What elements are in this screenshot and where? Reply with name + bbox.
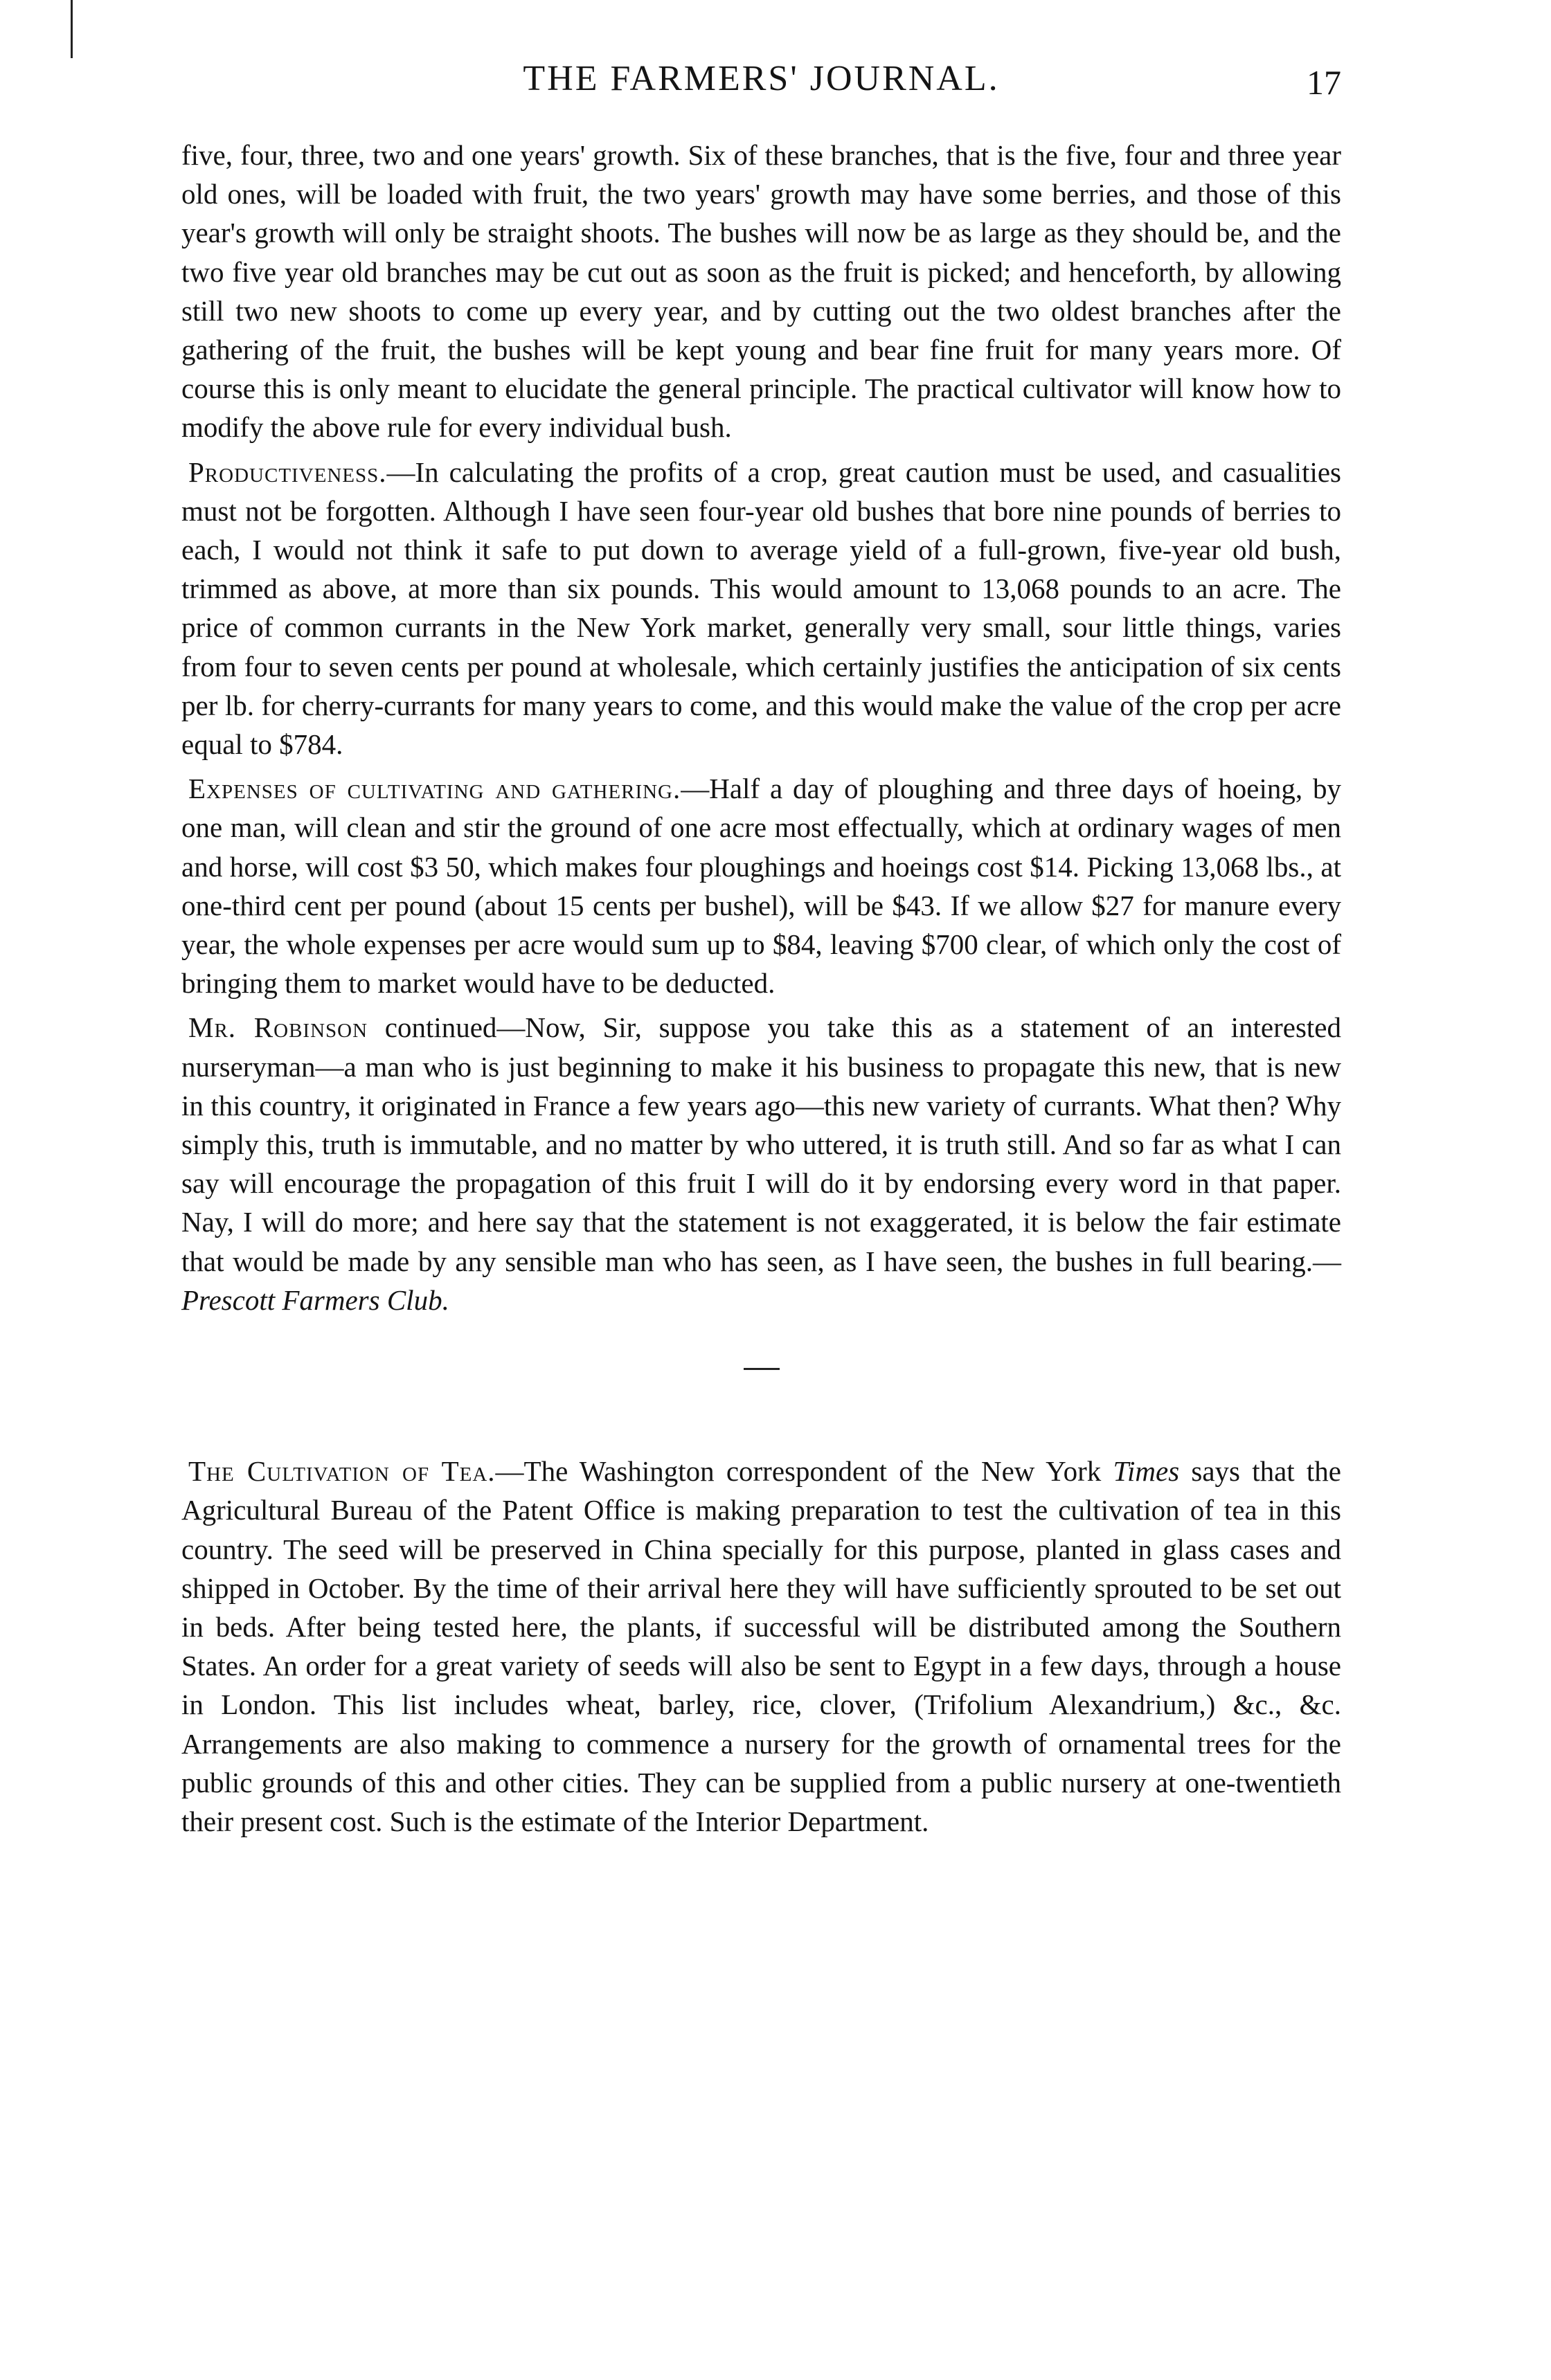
- paragraph-robinson: [181, 1008, 1341, 1319]
- paragraph-text: —In calculating the profits of a crop, great caution must be used, and casualities must not be forgotten. Although I have seen four-year old bushes that bore nine pounds of berries to each, I would not think it safe to put down to average yield of a full-grown, five-year old bush, trimmed as above, at more than six pounds. This would amount to 13,068 pounds to an acre. The price of common currants in the New York market, generally very small, sour little things, varies from four to seven cents per pound at wholesale, which certainly justifies the anticipation of six cents per lb. for cherry-currants for many years to come, and this would make the value of the crop per acre equal to $784.: [181, 456, 1341, 761]
- paragraph-text: five, four, three, two and one years' growth. Six of these branches, that is the five, four and three year old ones, will be loaded with fruit, the two years' growth may have some berries, and those of this year's growth will only be straight shoots. The bushes will now be as large as they should be, and the two five year old branches may be cut out as soon as the fruit is picked; and henceforth, by allowing still two new shoots to come up every year, and by cutting out the two oldest branches after the gathering of the fruit, the bushes will be kept young and bear fine fruit for many years more. Of course this is only meant to elucidate the general principle. The practical cultivator will know how to modify the above rule for every individual bush.: [181, 139, 1341, 444]
- page-number: 17: [1307, 63, 1341, 102]
- paragraph-tea-cultivation: [181, 1452, 1341, 1841]
- newspaper-name: Times: [1113, 1455, 1180, 1488]
- paragraph-expenses: [181, 769, 1341, 1002]
- text-column: [181, 136, 1341, 1841]
- section-lead: Productiveness.: [188, 456, 387, 488]
- paragraph-text: —Half a day of ploughing and three days of hoeing, by one man, will clean and stir the ground of one acre most effectually, which at ordinary wages of men and horse, will cost $3 50, which makes four ploughings and hoeings cost $14. Picking 13,068 lbs., at one-third cent per pound (about 15 cents per bushel), will be $43. If we allow $27 for manure every year, the whole expenses per acre would sum up to $84, leaving $700 clear, of which only the cost of bringing them to market would have to be deducted.: [181, 773, 1341, 1000]
- section-divider: [744, 1368, 780, 1370]
- page-header: [181, 58, 1341, 116]
- paragraph-bush-pruning: [181, 136, 1341, 447]
- article-title: The Cultivation of Tea.: [188, 1455, 496, 1488]
- source-attribution: Prescott Farmers Club.: [181, 1283, 449, 1316]
- running-head: THE FARMERS' JOURNAL.: [523, 59, 1000, 98]
- section-lead: Expenses of cultivating and gathering.: [188, 773, 681, 805]
- margin-rule: [71, 0, 73, 58]
- paragraph-text: continued—Now, Sir, suppose you take this as a statement of an interested nurseryman—a man who is just beginning to make it his business to propagate this new, that is new in this country, it originated in France a few years ago—this new variety of currants. What then? Why simply this, truth is immutable, and no matter by who uttered, it is truth still. And so far as what I can say will encourage the propagation of this fruit I will do it by endorsing every word in that paper. Nay, I will do more; and here say that the statement is not exaggerated, it is below the fair estimate that would be made by any sensible man who has seen, as I have seen, the bushes in full bearing.—: [181, 1011, 1342, 1277]
- paragraph-text: —The Washington correspondent of the New York: [495, 1455, 1113, 1488]
- paragraph-text: says that the Agricultural Bureau of the Patent Office is making preparation to test the cultivation of tea in this country. The seed will be preserved in China specially for this purpose, planted in glass cases and shipped in October. By the time of their arrival here they will have sufficiently sprouted to be set out in beds. After being tested here, the plants, if successful will be distributed among the Southern States. An order for a great variety of seeds will also be sent to Egypt in a few days, through a house in London. This list includes wheat, barley, rice, clover, (Trifolium Alexandrium,) &c., &c. Arrangements are also making to commence a nursery for the growth of ornamental trees for the public grounds of this and other cities. They can be supplied from a public nursery at one-twentieth their present cost. Such is the estimate of the Interior Department.: [181, 1455, 1341, 1837]
- paragraph-productiveness: [181, 453, 1341, 764]
- speaker-name: Mr. Robinson: [188, 1011, 368, 1044]
